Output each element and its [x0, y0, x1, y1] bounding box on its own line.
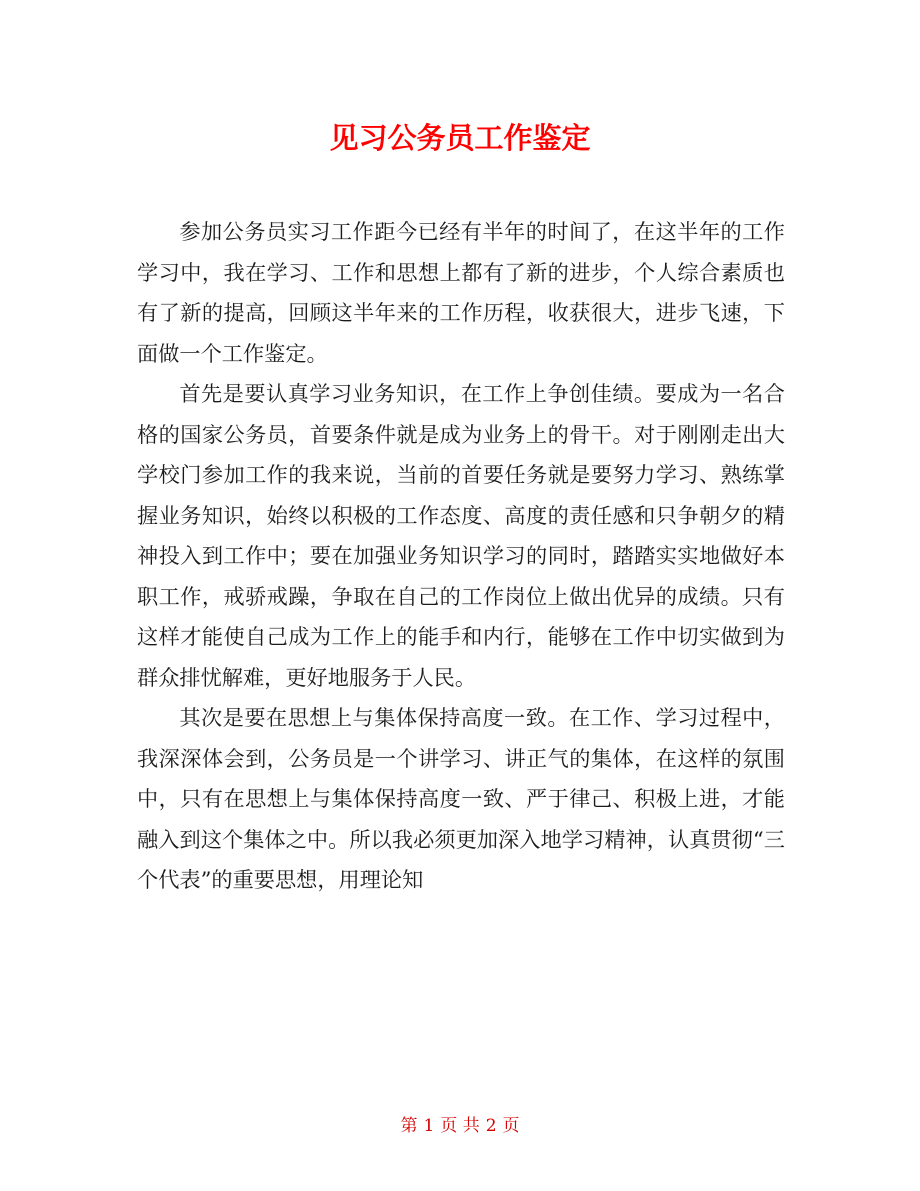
footer-total-pages: 2 [485, 1116, 497, 1136]
footer-current-page: 1 [423, 1116, 435, 1136]
paragraph-ideological-alignment: 其次是要在思想上与集体保持高度一致。在工作、学习过程中，我深深体会到，公务员是一个讲学习、讲正气的集体，在这样的氛围中，只有在思想上与集体保持高度一致、严于律己、积极上进，才能融入到这个集体之中。所以我必须更加深入地学习精神，认真贯彻“三个代表”的重要思想，用理论知 [137, 705, 785, 892]
document-title: 见习公务员工作鉴定 [329, 121, 591, 155]
footer-suffix: 页 [502, 1116, 520, 1136]
paragraph-intro: 参加公务员实习工作距今已经有半年的时间了，在这半年的工作学习中，我在学习、工作和思想上都有了新的进步，个人综合素质也有了新的提高，回顾这半年来的工作历程，收获很大，进步飞速，下面做一个工作鉴定。 [137, 219, 785, 366]
footer-mid: 页 共 [440, 1116, 480, 1136]
document-body [137, 212, 785, 901]
paragraph-professional-study: 首先是要认真学习业务知识，在工作上争创佳绩。要成为一名合格的国家公务员，首要条件就是成为业务上的骨干。对于刚刚走出大学校门参加工作的我来说，当前的首要任务就是要努力学习、熟练掌握业务知识，始终以积极的工作态度、高度的责任感和只争朝夕的精神投入到工作中；要在加强业务知识学习的同时，踏踏实实地做好本职工作，戒骄戒躁，争取在自己的工作岗位上做出优异的成绩。只有这样才能使自己成为工作上的能手和内行，能够在工作中切实做到为群众排忧解难，更好地服务于人民。 [137, 381, 785, 690]
footer-prefix: 第 [400, 1116, 418, 1136]
page-footer [0, 1114, 920, 1138]
